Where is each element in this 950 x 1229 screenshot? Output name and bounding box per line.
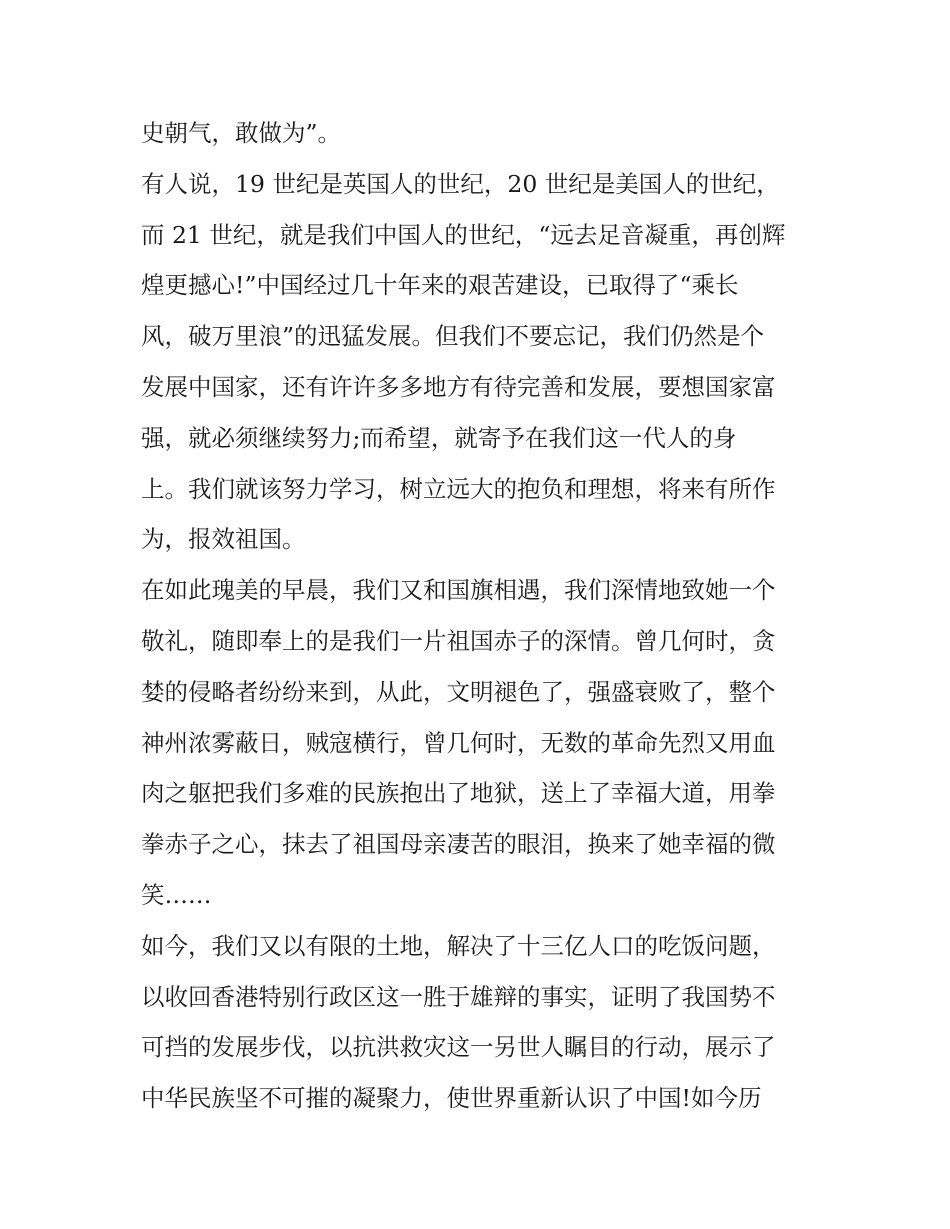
text-line: 煌更撼心!”中国经过几十年来的艰苦建设，已取得了“乘长	[141, 271, 739, 300]
body-text	[141, 108, 821, 1124]
text-line: 为，报效祖国。	[141, 525, 306, 554]
text-line: 在如此瑰美的早晨，我们又和国旗相遇，我们深情地致她一个	[141, 576, 776, 605]
text-line: 神州浓雾蔽日，贼寇横行，曾几何时，无数的革命先烈又用血	[141, 728, 776, 757]
text-line: 有人说，19 世纪是英国人的世纪，20 世纪是美国人的世纪，	[141, 169, 780, 198]
text-line: 史朝气，敢做为”。	[141, 119, 342, 147]
text-line: 婪的侵略者纷纷来到，从此，文明褪色了，强盛衰败了，整个	[141, 677, 776, 706]
text-line: 中华民族坚不可摧的凝聚力，使世界重新认识了中国!如今历	[141, 1084, 762, 1113]
text-line: 强，就必须继续努力;而希望，就寄予在我们这一代人的身	[141, 423, 737, 452]
text-line: 以收回香港特别行政区这一胜于雄辩的事实，证明了我国势不	[141, 982, 776, 1011]
text-line: 而 21 世纪，就是我们中国人的世纪，“远去足音凝重，再创辉	[141, 220, 786, 249]
text-line: 拳赤子之心，抹去了祖国母亲凄苦的眼泪，换来了她幸福的微	[141, 830, 776, 859]
text-line: 发展中国家，还有许许多多地方有待完善和发展，要想国家富	[141, 372, 776, 401]
text-line: 可挡的发展步伐，以抗洪救灾这一另世人瞩目的行动，展示了	[141, 1033, 776, 1062]
text-line: 如今，我们又以有限的土地，解决了十三亿人口的吃饭问题，	[141, 931, 776, 960]
text-line: 上。我们就该努力学习，树立远大的抱负和理想，将来有所作	[141, 474, 776, 503]
text-line: 风，破万里浪”的迅猛发展。但我们不要忘记，我们仍然是个	[141, 322, 765, 351]
text-line: 笑……	[141, 880, 212, 909]
text-line: 肉之躯把我们多难的民族抱出了地狱，送上了幸福大道，用拳	[141, 779, 776, 808]
text-line: 敬礼，随即奉上的是我们一片祖国赤子的深情。曾几何时，贪	[141, 626, 776, 655]
